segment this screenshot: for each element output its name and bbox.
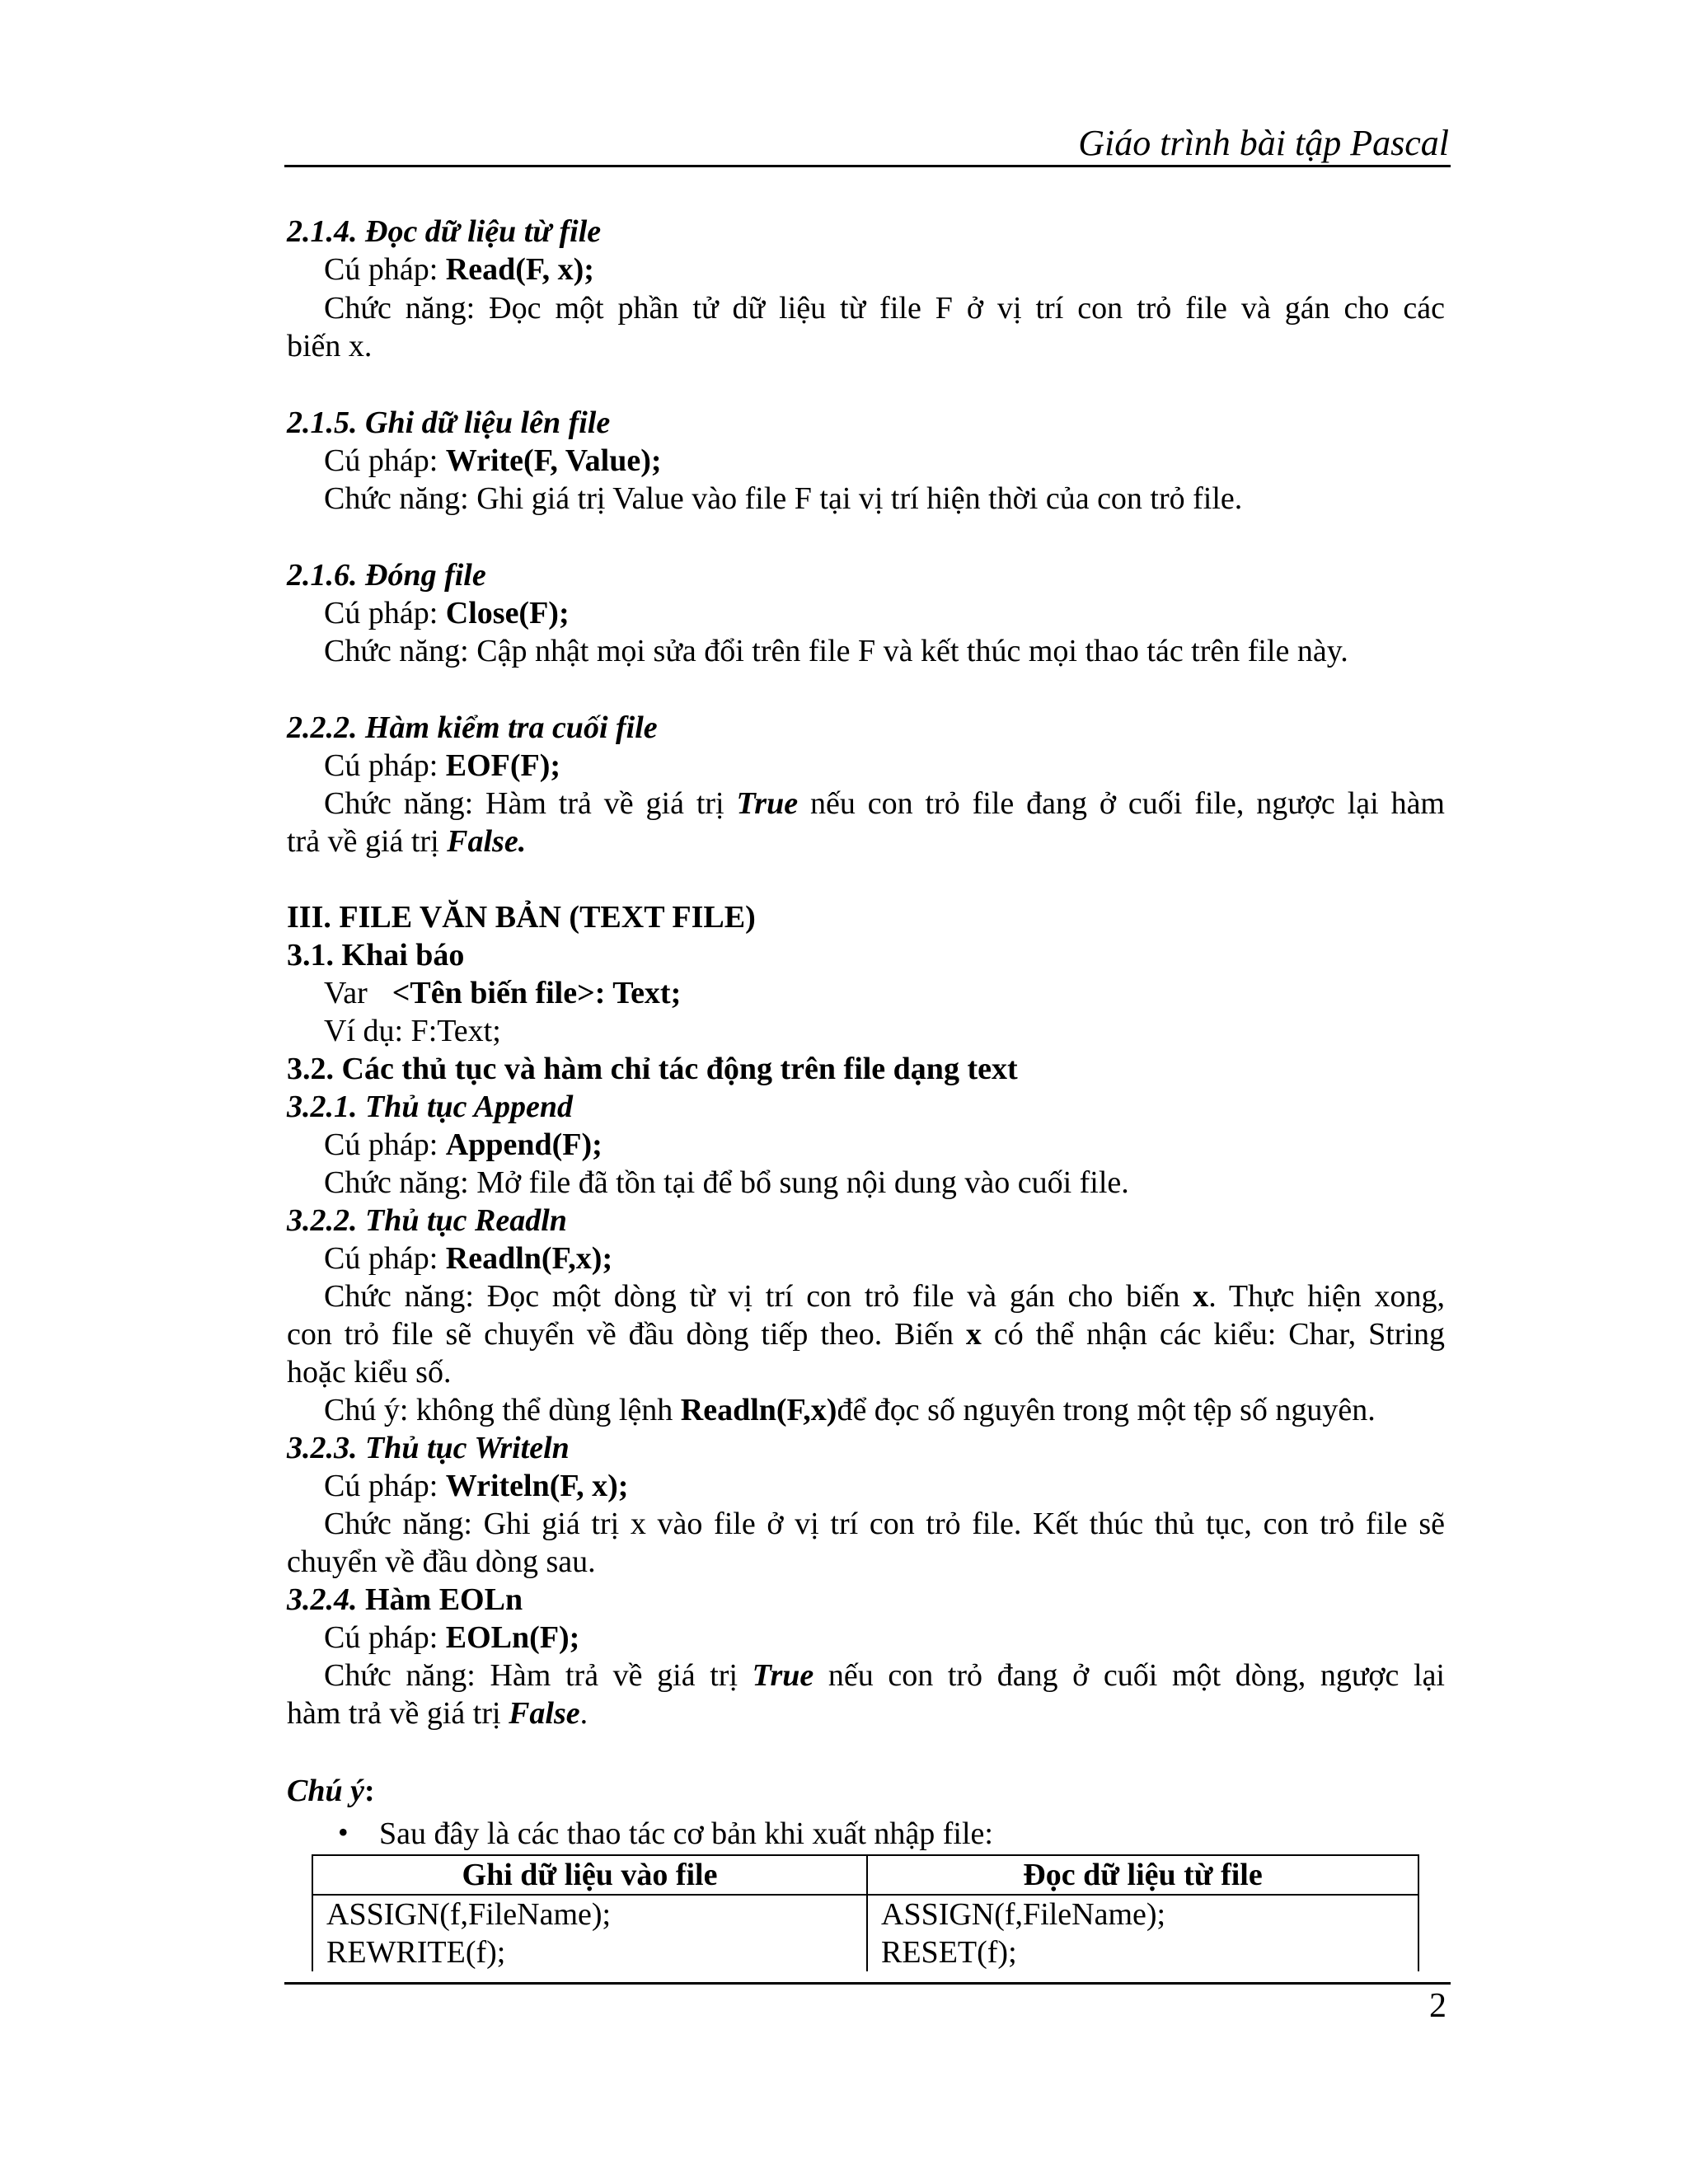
section-3-2-4-heading: 3.2.4. Hàm EOLn bbox=[287, 1582, 523, 1617]
note-heading: Chú ý: bbox=[287, 1774, 375, 1808]
var-declaration: Var <Tên biến file>: Text; bbox=[324, 976, 682, 1010]
function-text-cont: hàm trả về giá trị False. bbox=[287, 1696, 588, 1731]
header-divider bbox=[284, 165, 1451, 167]
false-keyword: False bbox=[509, 1696, 580, 1731]
syntax-code: Readln(F,x); bbox=[445, 1241, 613, 1276]
syntax-code: Read(F, x); bbox=[445, 252, 594, 287]
syntax-code: Write(F, Value); bbox=[445, 443, 662, 478]
chapter-iii-heading: III. FILE VĂN BẢN (TEXT FILE) bbox=[287, 900, 756, 935]
section-3-2-3-heading: 3.2.3. Thủ tục Writeln bbox=[287, 1431, 570, 1465]
running-header: Giáo trình bài tập Pascal bbox=[1078, 123, 1449, 163]
section-3-2-1-heading: 3.2.1. Thủ tục Append bbox=[287, 1090, 573, 1124]
syntax-line: Cú pháp: Append(F); bbox=[324, 1127, 603, 1162]
syntax-line: Cú pháp: Write(F, Value); bbox=[324, 443, 662, 478]
syntax-line: Cú pháp: EOF(F); bbox=[324, 748, 561, 783]
table-row bbox=[312, 1895, 1418, 1971]
section-2-1-4-heading: 2.1.4. Đọc dữ liệu từ file bbox=[287, 214, 602, 249]
syntax-line: Cú pháp: Read(F, x); bbox=[324, 252, 594, 287]
true-keyword: True bbox=[752, 1658, 814, 1693]
function-text-cont: biến x. bbox=[287, 329, 373, 363]
syntax-line: Cú pháp: Close(F); bbox=[324, 596, 570, 630]
function-text: Chức năng: Ghi giá trị x vào file ở vị trí con trỏ file. Kết thúc thủ tục, con trỏ file sẽ bbox=[324, 1507, 1445, 1541]
example-text: Ví dụ: F:Text; bbox=[324, 1014, 501, 1048]
true-keyword: True bbox=[736, 786, 799, 821]
function-text: Chức năng: Đọc một dòng từ vị trí con trỏ file và gán cho biến x. Thực hiện xong, bbox=[324, 1279, 1445, 1314]
footer-divider bbox=[284, 1982, 1451, 1985]
table-header-cell: Đọc dữ liệu từ file bbox=[867, 1855, 1418, 1895]
syntax-code: EOF(F); bbox=[445, 748, 561, 783]
function-text: Chức năng: Đọc một phần tử dữ liệu từ file F ở vị trí con trỏ file và gán cho các bbox=[324, 291, 1445, 326]
syntax-line: Cú pháp: EOLn(F); bbox=[324, 1620, 580, 1655]
function-text: Chức năng: Hàm trả về giá trị True nếu con trỏ file đang ở cuối file, ngược lại hàm bbox=[324, 786, 1445, 821]
section-3-1-heading: 3.1. Khai báo bbox=[287, 938, 465, 972]
file-operations-table bbox=[312, 1854, 1419, 1971]
page-number: 2 bbox=[1429, 1987, 1447, 2025]
section-3-2-2-heading: 3.2.2. Thủ tục Readln bbox=[287, 1203, 567, 1238]
false-keyword: False. bbox=[447, 824, 527, 859]
bullet-text: Sau đây là các thao tác cơ bản khi xuất nhập file: bbox=[379, 1816, 993, 1851]
table-cell: ASSIGN(f,FileName); REWRITE(f); bbox=[312, 1895, 867, 1971]
table-cell: ASSIGN(f,FileName); RESET(f); bbox=[867, 1895, 1418, 1971]
section-2-1-5-heading: 2.1.5. Ghi dữ liệu lên file bbox=[287, 405, 611, 440]
function-text: Chức năng: Cập nhật mọi sửa đổi trên file F và kết thúc mọi thao tác trên file này. bbox=[324, 634, 1348, 668]
syntax-line: Cú pháp: Writeln(F, x); bbox=[324, 1469, 629, 1503]
syntax-code: Close(F); bbox=[445, 596, 570, 630]
syntax-code: Writeln(F, x); bbox=[445, 1469, 629, 1503]
function-text-cont: chuyển về đầu dòng sau. bbox=[287, 1544, 596, 1579]
bullet-icon: • bbox=[338, 1816, 349, 1849]
function-text: Chức năng: Ghi giá trị Value vào file F tại vị trí hiện thời của con trỏ file. bbox=[324, 481, 1243, 516]
function-text-cont: con trỏ file sẽ chuyển về đầu dòng tiếp theo. Biến x có thể nhận các kiểu: Char, String bbox=[287, 1317, 1446, 1352]
table-header-cell: Ghi dữ liệu vào file bbox=[312, 1855, 867, 1895]
section-2-1-6-heading: 2.1.6. Đóng file bbox=[287, 558, 486, 593]
section-3-2-heading: 3.2. Các thủ tục và hàm chỉ tác động trên file dạng text bbox=[287, 1052, 1018, 1086]
function-text: Chức năng: Mở file đã tồn tại để bổ sung nội dung vào cuối file. bbox=[324, 1165, 1129, 1200]
function-text-cont: trả về giá trị False. bbox=[287, 824, 527, 859]
table-header-row bbox=[312, 1855, 1418, 1895]
syntax-code: EOLn(F); bbox=[445, 1620, 580, 1655]
function-text-cont: hoặc kiểu số. bbox=[287, 1355, 452, 1390]
note-text: Chú ý: không thể dùng lệnh Readln(F,x)để đọc số nguyên trong một tệp số nguyên. bbox=[324, 1393, 1376, 1427]
var-declaration-code: <Tên biến file>: Text; bbox=[392, 976, 682, 1010]
syntax-line: Cú pháp: Readln(F,x); bbox=[324, 1241, 613, 1276]
function-text: Chức năng: Hàm trả về giá trị True nếu con trỏ đang ở cuối một dòng, ngược lại bbox=[324, 1658, 1445, 1693]
syntax-code: Append(F); bbox=[445, 1127, 603, 1162]
section-2-2-2-heading: 2.2.2. Hàm kiểm tra cuối file bbox=[287, 710, 658, 745]
